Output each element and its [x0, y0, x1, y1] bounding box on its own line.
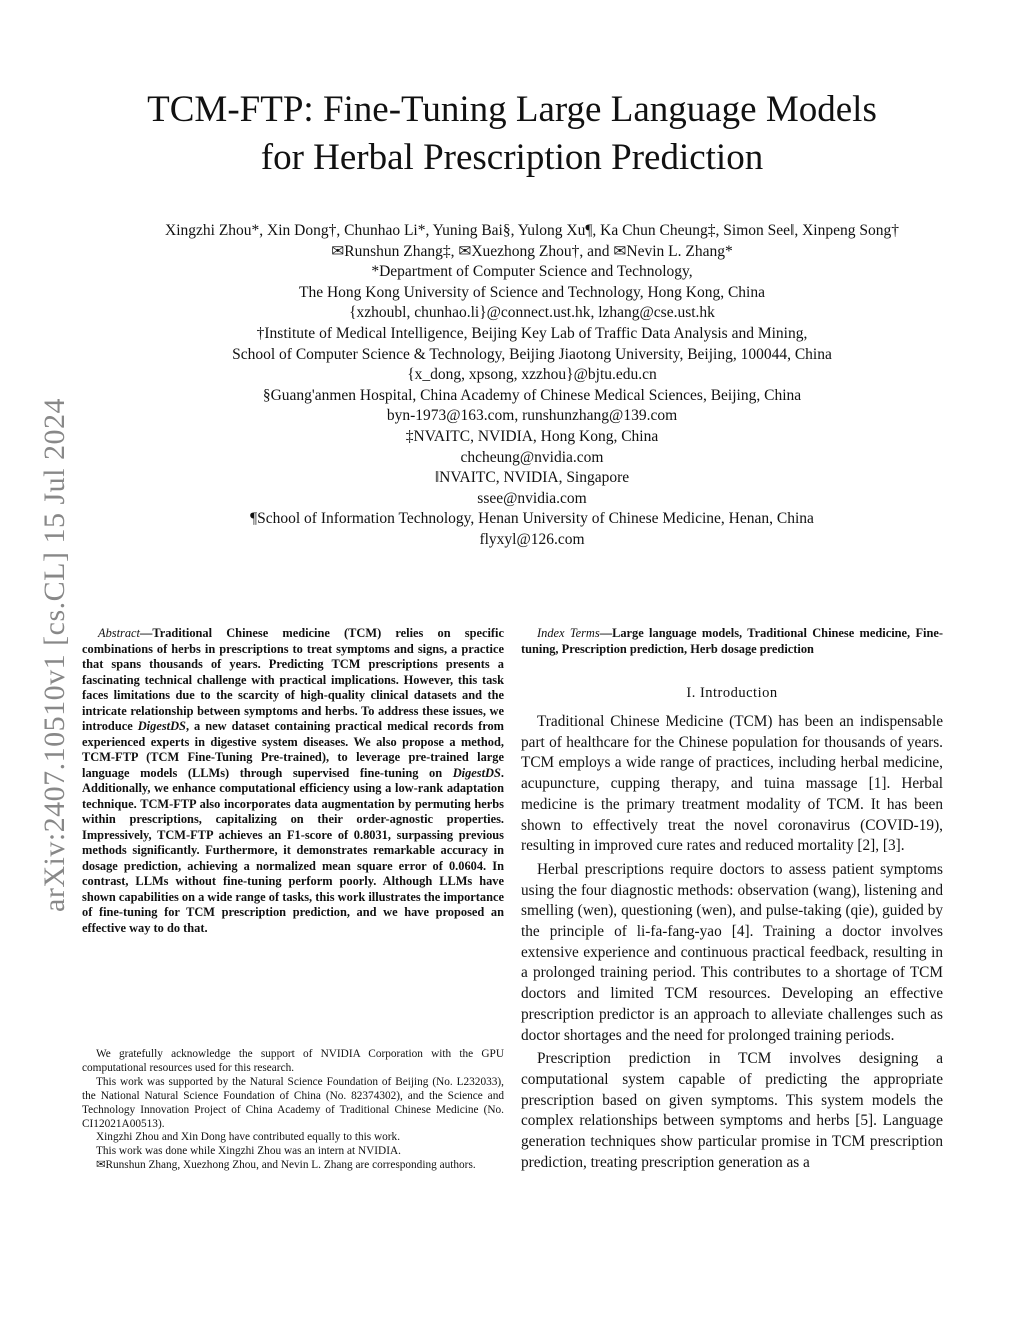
- author-line-1: Xingzhi Zhou*, Xin Dong†, Chunhao Li*, Yuning Bai§, Yulong Xu¶, Ka Chun Cheung‡, Simon See‖, Xinpeng Song†: [165, 222, 899, 239]
- paragraph: Herbal prescriptions require doctors to assess patient symptoms using the four diagnostic methods: observation (wang), listening and smelling (wen), questioning (wen), and pulse-taking (qie), guided by the principle of li-fa-fang-yao [4]. Training a doctor involves extensive experience and continuous practical feedback, resulting in a prolonged training period. This contributes to a shortage of TCM doctors and limited TCM resources. Developing an effective prescription predictor is an approach to alleviate challenges such as doctor shortages and the need for prolonged training periods.: [521, 860, 943, 1044]
- paragraph: Traditional Chinese Medicine (TCM) has been an indispensable part of healthcare for the Chinese population for thousands of years. TCM employs a wide range of practices, including herbal medicine, acupuncture, cupping therapy, and tuina massage [1]. Herbal medicine is the primary treatment modality of TCM. It has been shown to effectively treat the novel coronavirus (COVID-19), resulting in improved cure rates and reduced mortality [2], [3].: [521, 713, 943, 855]
- author-line-2: ✉Runshun Zhang‡, ✉Xuezhong Zhou†, and ✉Nevin L. Zhang*: [331, 242, 733, 260]
- abstract-text: , a new dataset containing practical medical records from experienced experts in digestive system diseases. We also propose a method, TCM-FTP (TCM Fine-Tuning Pre-trained), to leverage pre-trained large language models (LLMs) through supervised fine-tuning on: [82, 719, 504, 780]
- abstract-label: Abstract: [98, 626, 140, 640]
- index-terms-text: —Large language models, Traditional Chinese medicine, Fine-tuning, Prescription prediction, Herb dosage prediction: [521, 626, 943, 656]
- abstract: [82, 626, 504, 936]
- author-block: [60, 221, 1004, 551]
- title-line-2: for Herbal Prescription Prediction: [260, 137, 764, 178]
- affiliation-line: chcheung@nvidia.com: [460, 448, 604, 466]
- right-column: [521, 626, 943, 1173]
- affiliation-line: ssee@nvidia.com: [477, 489, 587, 507]
- footnote: This work was done while Xingzhi Zhou was an intern at NVIDIA.: [96, 1145, 401, 1158]
- index-terms: [521, 626, 943, 657]
- affiliation-line: School of Computer Science & Technology, Beijing Jiaotong University, Beijing, 100044, China: [232, 345, 832, 363]
- abstract-text: —Traditional Chinese medicine (TCM) relies on specific combinations of herbs in prescriptions to treat symptoms and signs, a practice that spans thousands of years. Predicting TCM prescriptions presents a fascinating technical challenge with practical implications. However, this task faces limitations due to the scarcity of high-quality clinical datasets and the intricate relationship between symptoms and herbs. To address these issues, we introduce: [82, 626, 504, 733]
- left-column: [82, 626, 504, 936]
- dataset-name: DigestDS: [452, 765, 501, 780]
- introduction-body: [521, 712, 943, 1173]
- affiliation-line: {x_dong, xpsong, xzzhou}@bjtu.edu.cn: [407, 366, 657, 384]
- arxiv-identifier: arXiv:2407.10510v1 [cs.CL] 15 Jul 2024: [38, 398, 71, 912]
- footnote: Xingzhi Zhou and Xin Dong have contributed equally to this work.: [96, 1131, 401, 1144]
- affiliation-line: {xzhoubl, chunhao.li}@connect.ust.hk, lzhang@cse.ust.hk: [349, 304, 715, 322]
- affiliation-line: ‖NVAITC, NVIDIA, Singapore: [434, 469, 630, 487]
- affiliation-line: †Institute of Medical Intelligence, Beijing Key Lab of Traffic Data Analysis and Mining,: [256, 324, 808, 342]
- abstract-text: . Additionally, we enhance computational efficiency using a low-rank adaptation technique. TCM-FTP also incorporates data augmentation by permuting herbs within prescriptions, capitalizing on their order-agnostic properties. Impressively, TCM-FTP achieves an F1-score of 0.8031, surpassing previous methods significantly. Furthermore, it demonstrates remarkable accuracy in dosage prediction, achieving a normalized mean square error of 0.0604. In contrast, LLMs without fine-tuning perform poorly. Although LLMs have shown capabilities on a wide range of tasks, this work illustrates the importance of fine-tuning for TCM prescription prediction, and we have proposed an effective way to do that.: [82, 765, 504, 935]
- paper-title: [0, 86, 1024, 182]
- affiliation-line: flyxyl@126.com: [479, 530, 585, 548]
- index-terms-label: Index Terms: [537, 626, 600, 640]
- title-line-1: TCM-FTP: Fine-Tuning Large Language Models: [147, 89, 877, 130]
- dataset-name: DigestDS: [137, 719, 186, 733]
- affiliation-line: ¶School of Information Technology, Henan University of Chinese Medicine, Henan, China: [250, 510, 814, 528]
- affiliation-line: §Guang'anmen Hospital, China Academy of Chinese Medical Sciences, Beijing, China: [262, 386, 802, 404]
- affiliation-line: byn-1973@163.com, runshunzhang@139.com: [386, 407, 678, 425]
- affiliation-line: ‡NVAITC, NVIDIA, Hong Kong, China: [405, 427, 659, 445]
- footnote: We gratefully acknowledge the support of NVIDIA Corporation with the GPU computational resources used for this research.: [82, 1048, 504, 1074]
- section-heading: I. Introduction: [686, 685, 778, 701]
- affiliation-line: The Hong Kong University of Science and Technology, Hong Kong, China: [299, 283, 765, 301]
- footnote: ✉Runshun Zhang, Xuezhong Zhou, and Nevin L. Zhang are corresponding authors.: [96, 1159, 476, 1172]
- paragraph: Prescription prediction in TCM involves designing a computational system capable of predicting the appropriate prescription based on given symptoms. This system models the complex relationships between symptoms and herbs [5]. Language generation techniques show particular promise in TCM prescription prediction, treating prescription generation as a: [521, 1050, 943, 1171]
- affiliation-line: *Department of Computer Science and Technology,: [371, 263, 693, 281]
- footnote: This work was supported by the Natural Science Foundation of Beijing (No. L232033), the National Natural Science Foundation of China (No. 82374302), and the Science and Technology Innovation Project of China Academy of Traditional Chinese Medicine (No. CI12021A00513).: [82, 1075, 504, 1130]
- footnotes: [82, 1048, 504, 1173]
